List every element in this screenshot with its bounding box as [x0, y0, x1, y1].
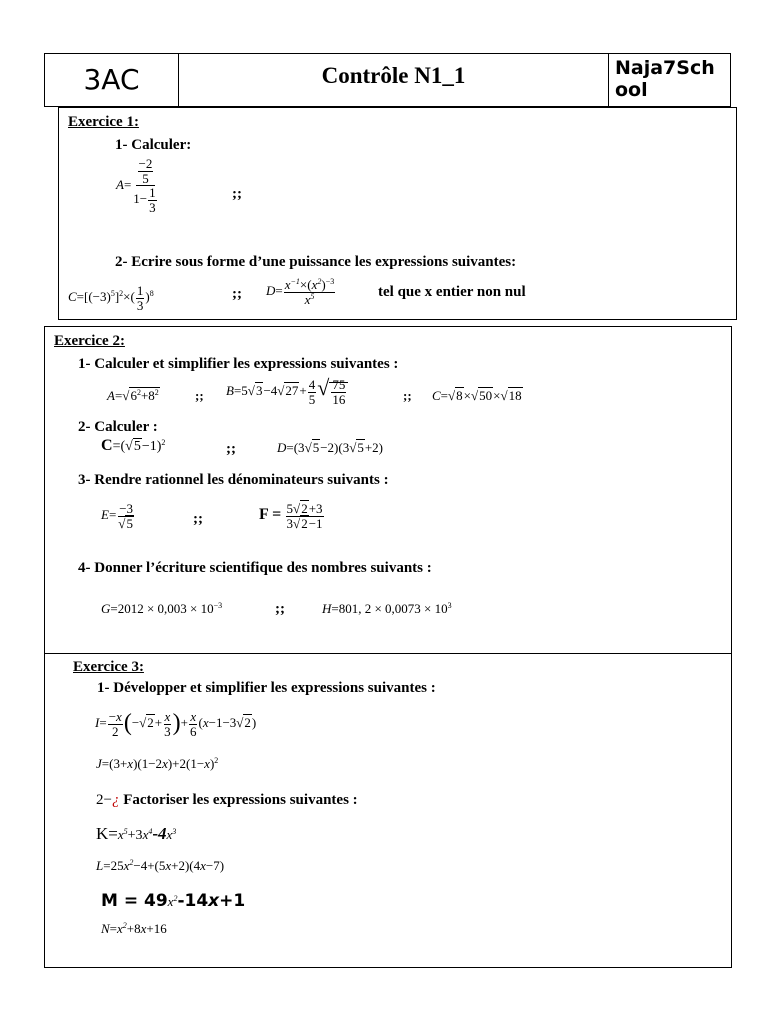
- ex3-question-2: [96, 792, 358, 809]
- separator: ;;: [275, 601, 285, 617]
- separator: ;;: [193, 511, 203, 527]
- stray-glyph: ¿: [111, 792, 120, 808]
- formula-E: E= −3 √ 5: [101, 502, 136, 530]
- formula-A2: A=√ $6^2+8^2$: [107, 389, 160, 402]
- formula-A: A= $\frac{-2}{5}$ 1− $\frac{1}{3}$: [116, 156, 156, 215]
- ex2-question-3: 3- Rendre rationnel les dénominateurs suivants :: [78, 472, 389, 488]
- separator: ;;: [403, 388, 412, 403]
- formula-K: $K=x^5+3x^4-4x^3$: [96, 824, 177, 843]
- ex1-condition: tel que x entier non nul: [378, 284, 526, 300]
- separator: ;;: [232, 286, 242, 302]
- formula-C2: C=√ 8×√ 50×√ 18: [432, 389, 523, 402]
- formula-C: $C=[(-3)^5]^2\times$( $\frac{1}{3}$ )$^8$: [68, 283, 154, 313]
- separator: ;;: [232, 186, 242, 202]
- question-number: 2−: [96, 792, 112, 808]
- brand-cell: Naja7School: [615, 57, 715, 101]
- separator: ;;: [226, 441, 236, 457]
- formula-H: H=801, $2 \times 0,0073 \times 10^3$: [322, 601, 452, 616]
- formula-G: $G=2012 \times 0,003 \times 10^{-3}$: [101, 601, 223, 616]
- exercise-3-title: Exercice 3:: [73, 659, 144, 675]
- formula-I: I= $\frac{-x}{2}$ (−√ 2+ $\frac{x}{3}$ )+ $\frac{x}{6}$ (x−1−3√ 2): [95, 710, 256, 738]
- ex2-question-1: 1- Calculer et simplifier les expressions suivantes :: [78, 356, 399, 372]
- formula-B: B=5√ 3−4√ 27+ $\frac{4}{5}$ √ $\frac{75}{16}$: [226, 377, 348, 406]
- ex3-question-2-label: Factoriser les expressions suivantes :: [119, 792, 358, 808]
- level-cell: 3AC: [45, 54, 179, 106]
- document-title: Contrôle N1_1: [179, 54, 609, 106]
- exercise-1-title: Exercice 1:: [68, 114, 139, 130]
- formula-C3: C=(√ 5−1)$^2$: [101, 438, 165, 454]
- ex1-question-2: 2- Ecrire sous forme d’une puissance les expressions suivantes:: [115, 254, 517, 270]
- formula-L: $L=25x^2-4+(5x+2)(4x-7)$: [96, 858, 225, 873]
- ex3-question-1: 1- Développer et simplifier les expressions suivantes :: [97, 680, 436, 696]
- formula-D: D= $\frac{x^{-1}\times(x^2)^{-3}}{x^5}$: [266, 277, 335, 307]
- formula-N: $N=x^2+8x+16$: [101, 921, 167, 936]
- ex2-question-4: 4- Donner l’écriture scientifique des nombres suivants :: [78, 560, 432, 576]
- ex1-question-1: 1- Calculer:: [115, 137, 192, 153]
- formula-D2: D=(3√ 5−2)(3√ 5+2): [277, 441, 383, 454]
- formula-M: $M = 49x^2-14x+1$: [101, 891, 246, 911]
- exercise-2-title: Exercice 2:: [54, 333, 125, 349]
- separator: ;;: [195, 388, 204, 403]
- ex2-question-2: 2- Calculer :: [78, 419, 158, 435]
- header-table: [44, 53, 731, 107]
- formula-J: $J=(3+x)(1-2x)+2(1-x)^2$: [96, 756, 219, 771]
- formula-F: F = $\frac{5√ 2+3}{3√ 2-1}$: [259, 502, 325, 530]
